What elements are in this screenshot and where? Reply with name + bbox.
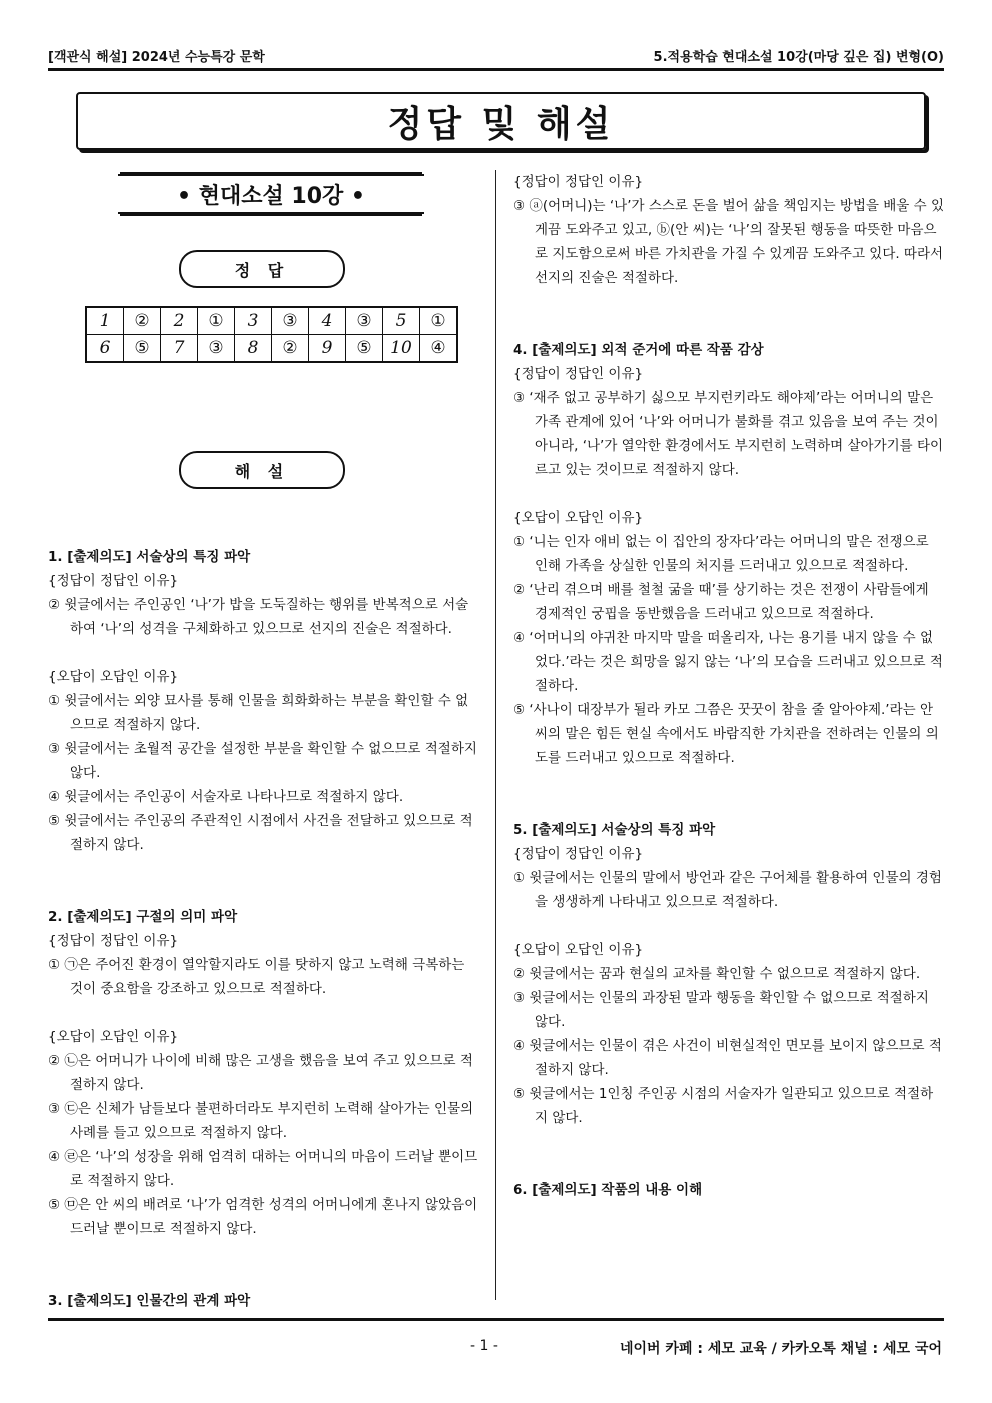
answer-value: ③	[346, 307, 383, 335]
answer-value: ⑤	[346, 335, 383, 363]
footer-credit: 네이버 카페 : 세모 교육 / 카카오톡 채널 : 세모 국어	[619, 1341, 942, 1357]
question-title: 3. [출제의도] 인물간의 관계 파악	[48, 1293, 251, 1309]
right-column	[513, 170, 945, 1202]
correct-reason: ② 윗글에서는 주인공인 ‘나’가 밥을 도둑질하는 행위를 반복적으로 서술하여 ‘나’의 성격을 구체화하고 있으므로 선지의 진술은 적절하다.	[48, 597, 469, 637]
page-title: 정답 및 해설	[76, 92, 926, 150]
correct-reason: ③ ⓐ(어머니)는 ‘나’가 스스로 돈을 벌어 삶을 책임지는 방법을 배울 수 있게끔 도와주고 있고, ⓑ(안 씨)는 ‘나’의 잘못된 행동을 따뜻한 마음으로 지도함으로써 바른 가치관을 가질 수 있게끔 도와주고 있다. 따라서 선지의 진술은 적절하다.	[513, 198, 944, 286]
explanation-label: 해 설	[179, 451, 345, 489]
header-rule	[48, 68, 944, 71]
correct-reason: ① 윗글에서는 인물의 말에서 방언과 같은 구어체를 활용하여 인물의 경험을 생생하게 나타내고 있으므로 적절하다.	[513, 870, 942, 910]
wrong-reason: ④ 윗글에서는 주인공이 서술자로 나타나므로 적절하지 않다.	[48, 789, 404, 805]
question-number: 6	[86, 335, 124, 363]
wrong-reason: ③ ㉢은 신체가 남들보다 불편하더라도 부지런히 노력해 살아가는 인물의 사례를 들고 있으므로 적절하지 않다.	[48, 1101, 474, 1141]
question-title: 1. [출제의도] 서술상의 특징 파악	[48, 549, 251, 565]
answer-value: ①	[198, 307, 235, 335]
wrong-reason: ② ㉡은 어머니가 나이에 비해 많은 고생을 했음을 보여 주고 있으므로 적절하지 않다.	[48, 1053, 473, 1093]
question-title: 5. [출제의도] 서술상의 특징 파악	[513, 822, 716, 838]
correct-reason-label: {정답이 정답인 이유}	[513, 846, 644, 862]
question-title: 4. [출제의도] 외적 준거에 따른 작품 감상	[513, 342, 764, 358]
wrong-reason: ④ ㉣은 ‘나’의 성장을 위해 엄격히 대하는 어머니의 마음이 드러날 뿐이므로 적절하지 않다.	[48, 1149, 478, 1189]
correct-reason-label: {정답이 정답인 이유}	[513, 174, 644, 190]
question-number: 1	[86, 307, 124, 335]
wrong-reason: ③ 윗글에서는 초월적 공간을 설정한 부분을 확인할 수 없으므로 적절하지 않다.	[48, 741, 477, 781]
answer-value: ①	[420, 307, 458, 335]
header-left: [객관식 해설] 2024년 수능특강 문학	[48, 50, 265, 65]
left-column	[48, 170, 480, 1313]
wrong-reason: ⑤ ㉤은 안 씨의 배려로 ‘나’가 엄격한 성격의 어머니에게 혼나지 않았음이 드러날 뿐이므로 적절하지 않다.	[48, 1197, 478, 1237]
correct-reason: ① ㉠은 주어진 환경이 열악할지라도 이를 탓하지 않고 노력해 극복하는 것이 중요함을 강조하고 있으므로 적절하다.	[48, 957, 465, 997]
question-number: 8	[235, 335, 272, 363]
wrong-reason: ① 윗글에서는 외양 묘사를 통해 인물을 희화화하는 부분을 확인할 수 없으므로 적절하지 않다.	[48, 693, 469, 733]
wrong-reason: ③ 윗글에서는 인물의 과장된 말과 행동을 확인할 수 없으므로 적절하지 않다.	[513, 990, 929, 1030]
wrong-reason: ② ‘난리 겪으며 배를 철철 굶을 때’를 상기하는 것은 전쟁이 사람들에게 경제적인 궁핍을 동반했음을 드러내고 있으므로 적절하다.	[513, 582, 929, 622]
answer-value: ④	[420, 335, 458, 363]
wrong-reason: ⑤ ‘사나이 대장부가 될라 카모 그쯤은 꿋꿋이 참을 줄 알아야제.’라는 안 씨의 말은 힘든 현실 속에서도 바람직한 가치관을 전하려는 인물의 의도를 드러내고 있으므로 적절하다.	[513, 702, 939, 766]
wrong-reason-label: {오답이 오답인 이유}	[513, 942, 644, 958]
correct-reason-label: {정답이 정답인 이유}	[48, 573, 179, 589]
answer-value: ③	[198, 335, 235, 363]
page-number: - 1 -	[470, 1338, 498, 1354]
wrong-reason-label: {오답이 오답인 이유}	[48, 1029, 179, 1045]
wrong-reason: ④ ‘어머니의 야귀찬 마지막 말을 떠올리자, 나는 용기를 내지 않을 수 없었다.’라는 것은 희망을 잃지 않는 ‘나’의 모습을 드러내고 있으므로 적절하다.	[513, 630, 943, 694]
wrong-reason: ② 윗글에서는 꿈과 현실의 교차를 확인할 수 없으므로 적절하지 않다.	[513, 966, 921, 982]
question-number: 4	[309, 307, 346, 335]
question-number: 3	[235, 307, 272, 335]
answer-row	[86, 335, 457, 363]
page-header	[48, 46, 944, 68]
answer-value: ③	[272, 307, 309, 335]
question-title: 6. [출제의도] 작품의 내용 이해	[513, 1182, 703, 1198]
question-number: 2	[161, 307, 198, 335]
question-number: 7	[161, 335, 198, 363]
column-divider	[495, 170, 496, 1300]
header-right: 5.적용학습 현대소설 10강(마당 깊은 집) 변형(O)	[653, 50, 944, 65]
question-number: 10	[383, 335, 420, 363]
answer-table	[85, 306, 458, 363]
wrong-reason: ④ 윗글에서는 인물이 겪은 사건이 비현실적인 면모를 보이지 않으므로 적절하지 않다.	[513, 1038, 942, 1078]
answer-value: ②	[124, 307, 161, 335]
correct-reason-label: {정답이 정답인 이유}	[48, 933, 179, 949]
question-number: 9	[309, 335, 346, 363]
wrong-reason: ① ‘니는 인자 애비 없는 이 집안의 장자다’라는 어머니의 말은 전쟁으로 인해 가족을 상실한 인물의 처지를 드러내고 있으므로 적절하다.	[513, 534, 929, 574]
answer-value: ⑤	[124, 335, 161, 363]
section-title: • 현대소설 10강 •	[118, 174, 424, 214]
wrong-reason-label: {오답이 오답인 이유}	[513, 510, 644, 526]
answer-value: ②	[272, 335, 309, 363]
wrong-reason: ⑤ 윗글에서는 주인공의 주관적인 시점에서 사건을 전달하고 있으므로 적절하지 않다.	[48, 813, 473, 853]
answer-row	[86, 307, 457, 335]
footer-rule	[48, 1318, 944, 1321]
answer-label: 정 답	[179, 250, 345, 288]
correct-reason-label: {정답이 정답인 이유}	[513, 366, 644, 382]
question-number: 5	[383, 307, 420, 335]
question-title: 2. [출제의도] 구절의 의미 파악	[48, 909, 238, 925]
correct-reason: ③ ‘재주 없고 공부하기 싫으모 부지런키라도 해야제’라는 어머니의 말은 가족 관계에 있어 ‘나’와 어머니가 불화를 겪고 있음을 보여 주는 것이 아니라, ‘나’가 열악한 환경에서도 부지런히 노력하며 살아가기를 타이르고 있는 것이므로 적절하지 않다.	[513, 390, 944, 478]
wrong-reason: ⑤ 윗글에서는 1인칭 주인공 시점의 서술자가 일관되고 있으므로 적절하지 않다.	[513, 1086, 934, 1126]
wrong-reason-label: {오답이 오답인 이유}	[48, 669, 179, 685]
